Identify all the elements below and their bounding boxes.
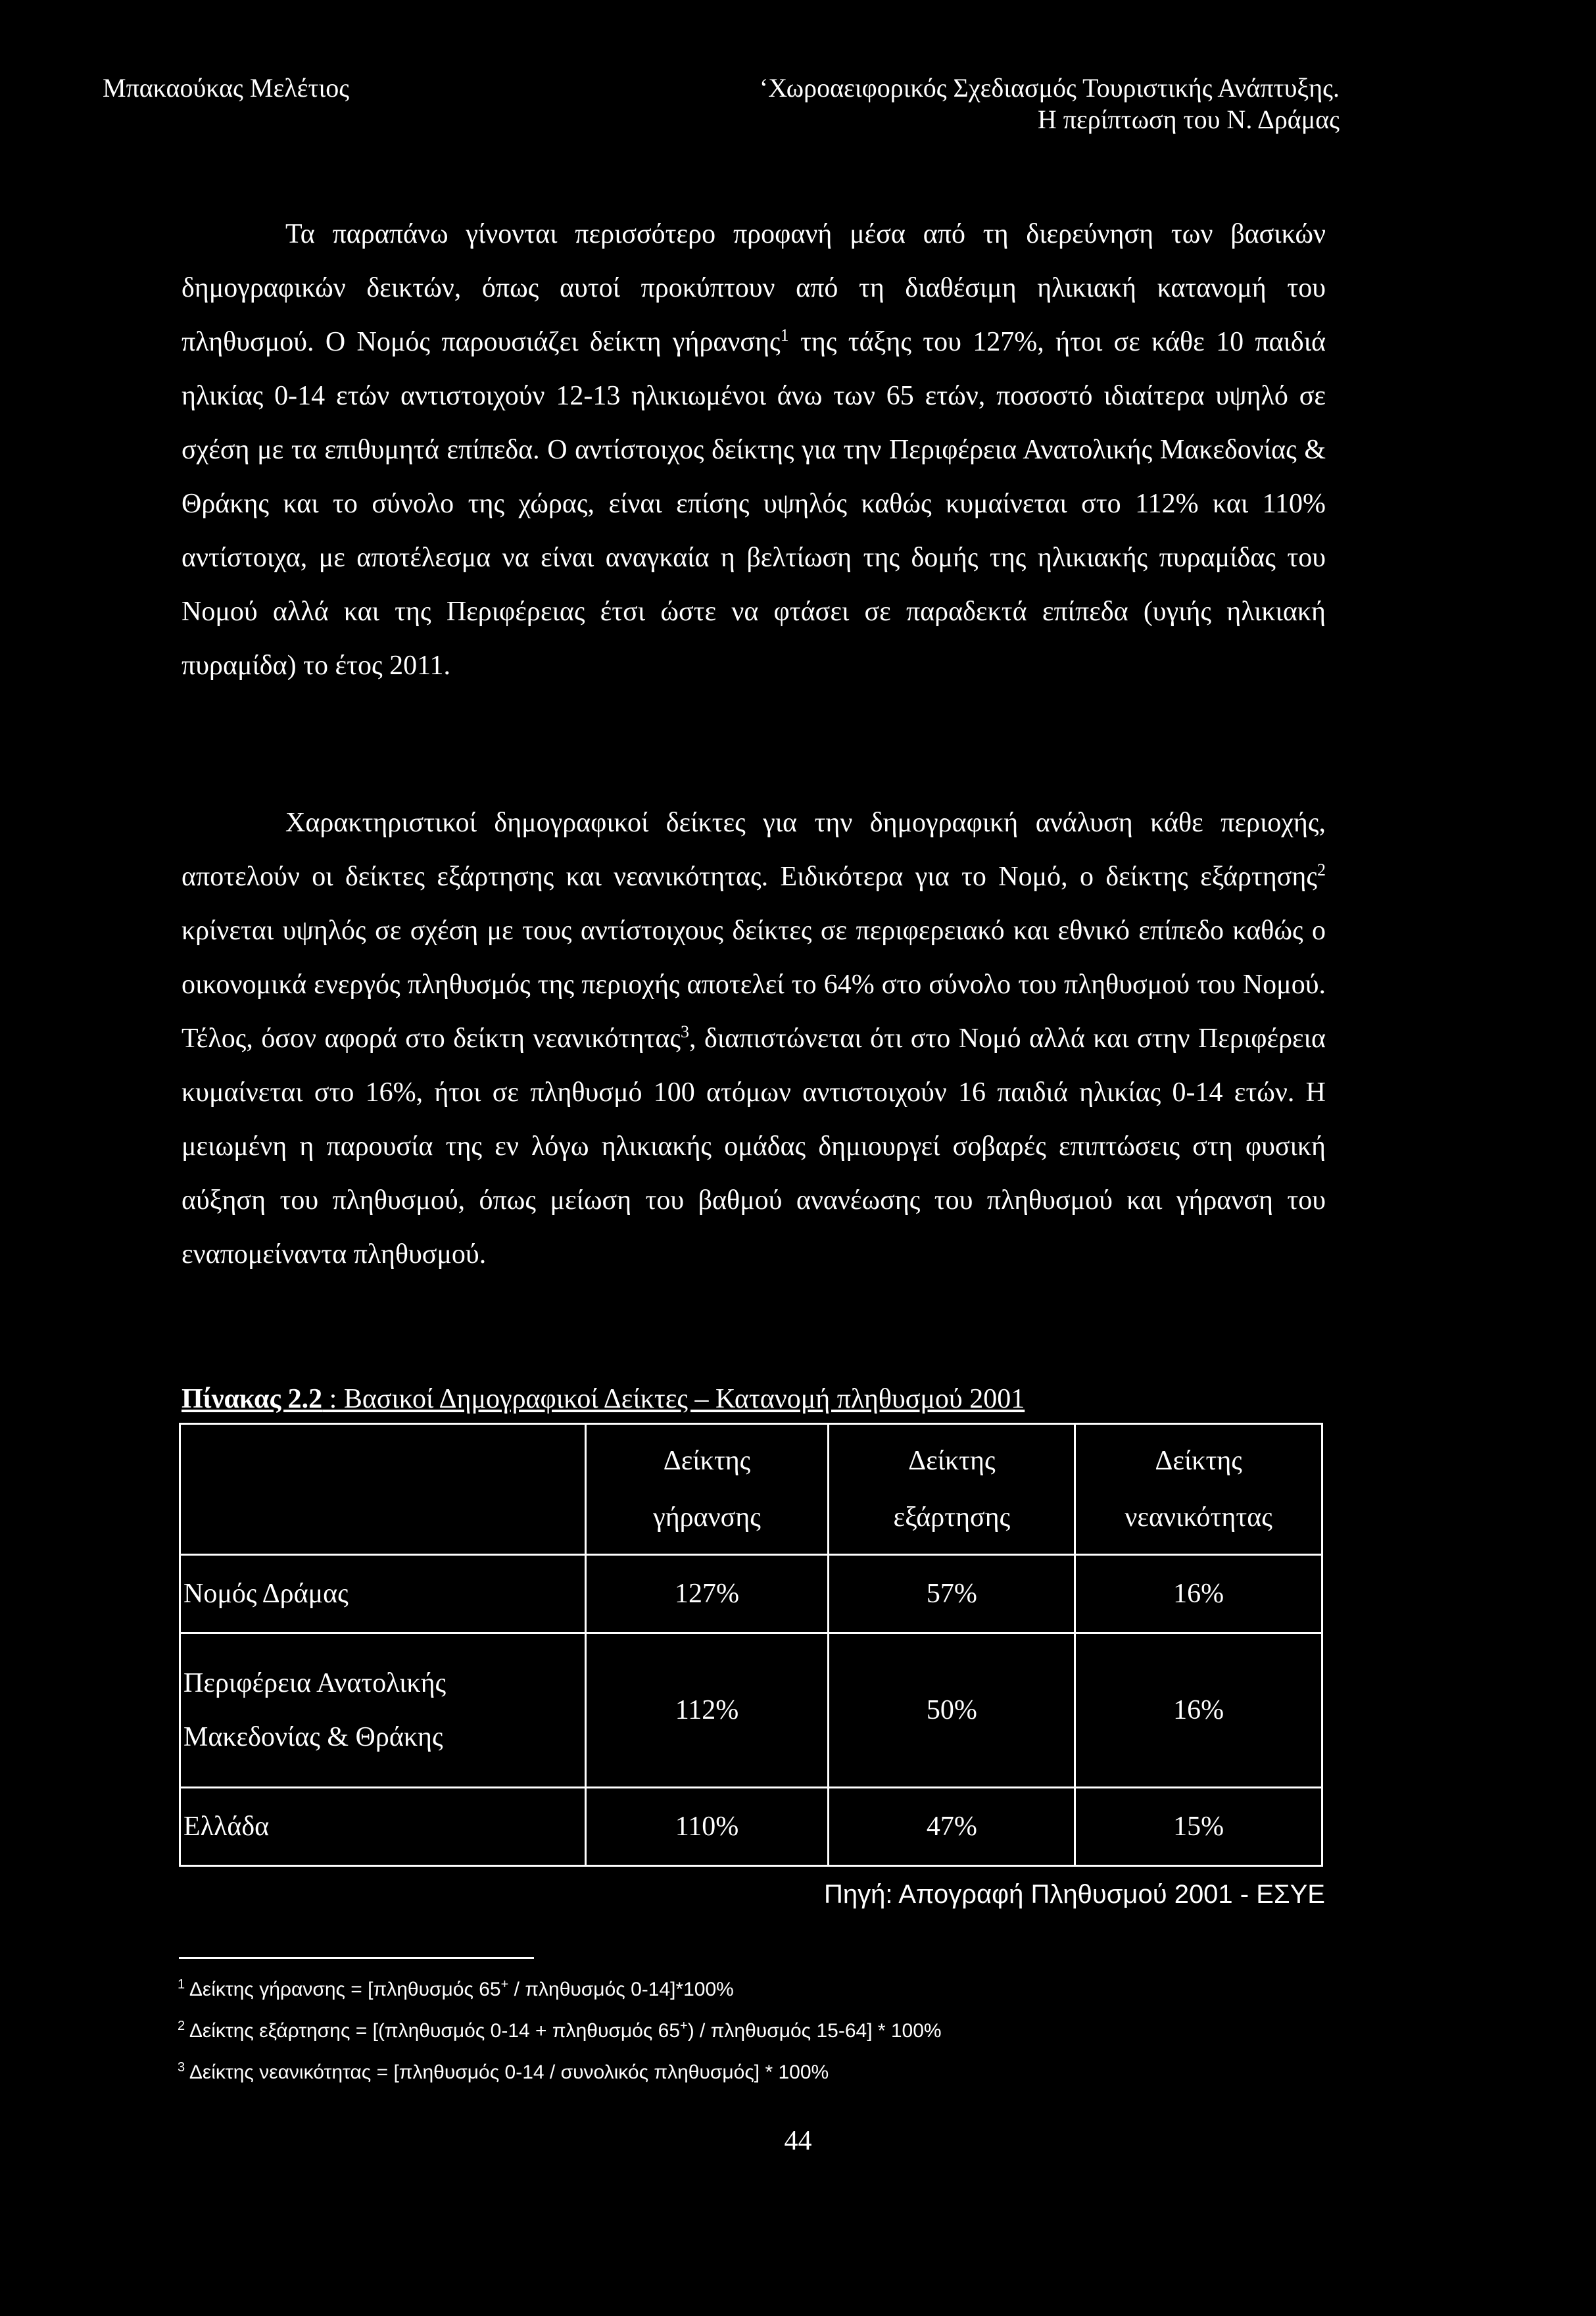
paragraph2-part3: , διαπιστώνεται ότι στο Νομό αλλά και στην Περιφέρεια κυμαίνεται στο 16%, ήτοι σε πληθυσμό 100 ατόμων αντιστοιχούν 16 παιδιά ηλικίας 0-14 ετών. Η μειωμένη η παρουσία της εν λόγω ηλικιακής ομάδας δημιουργεί σοβαρές επιπτώσεις στη φυσική αύξηση του πληθυσμού, όπως μείωση του βαθμού ανανέωσης του πληθυσμού και γήρανση του εναπομείναντα πληθυσμού. xyxy=(181,1023,1326,1269)
table-cell: 112% xyxy=(585,1633,829,1788)
footnote-ref-2: 2 xyxy=(1317,860,1326,879)
table-header-ageing: Δείκτης γήρανσης xyxy=(585,1424,829,1555)
table-cell: 57% xyxy=(829,1555,1075,1633)
header-title xyxy=(760,72,1340,136)
table-cell: 110% xyxy=(585,1788,829,1866)
table-caption-text: : Βασικοί Δημογραφικοί Δείκτες – Κατανομή πληθυσμού 2001 xyxy=(322,1384,1025,1414)
header-author: Μπακαούκας Μελέτιος xyxy=(103,73,350,103)
table-row-label: Ελλάδα xyxy=(180,1788,586,1866)
table-row xyxy=(180,1633,1322,1788)
table-caption-label: Πίνακας 2.2 xyxy=(181,1384,323,1414)
table-header-dependency: Δείκτης εξάρτησης xyxy=(829,1424,1075,1555)
paragraph-ageing-index xyxy=(181,207,1326,693)
table-row-label: Περιφέρεια Ανατολικής Μακεδονίας & Θράκης xyxy=(180,1633,586,1788)
header-title-line2: Η περίπτωση του Ν. Δράμας xyxy=(1037,105,1340,134)
footnote-3: $^3$ Δείκτης νεανικότητας = [πληθυσμός 0-14 / συνολικός πληθυσμός] * 100% xyxy=(178,2060,829,2083)
paragraph1-part1: Τα παραπάνω γίνονται περισσότερο προφανή μέσα από τη διερεύνηση των βασικών δημογραφικών δεικτών, όπως αυτοί προκύπτουν από τη διαθέσιμη ηλικιακή κατανομή του πληθυσμού. Ο Νομός παρουσιάζει δείκτη γήρανσης xyxy=(181,219,1326,357)
footnote-ref-3: 3 xyxy=(681,1022,690,1041)
table-caption xyxy=(181,1381,1025,1417)
paragraph-dependency-youth xyxy=(181,796,1326,1281)
table-row-label: Νομός Δράμας xyxy=(180,1555,586,1633)
footnote-divider xyxy=(179,1957,534,1959)
table-row xyxy=(180,1555,1322,1633)
table-row xyxy=(180,1788,1322,1866)
demographic-indices-table xyxy=(179,1423,1323,1867)
paragraph2-part2: κρίνεται υψηλός σε σχέση με τους αντίστοιχους δείκτες σε περιφερειακό και εθνικό επίπεδο καθώς ο οικονομικά ενεργός πληθυσμός της περιοχής αποτελεί το 64% στο σύνολο του πληθυσμού του Νομού. Τέλος, όσον αφορά στο δείκτη νεανικότητας xyxy=(181,916,1326,1054)
footnote-2: $^2$ Δείκτης εξάρτησης = [(πληθυσμός 0-14 + πληθυσμός 65+) / πληθυσμός 15-64] * 100% xyxy=(178,2019,942,2042)
footnote-ref-1: 1 xyxy=(780,326,789,345)
table-cell: 15% xyxy=(1075,1788,1322,1866)
footnote-1: $^1$ Δείκτης γήρανσης = [πληθυσμός 65+ / πληθυσμός 0-14]*100% xyxy=(178,1977,734,2000)
paragraph1-part2: της τάξης του 127%, ήτοι σε κάθε 10 παιδιά ηλικίας 0-14 ετών αντιστοιχούν 12-13 ηλικιωμένοι άνω των 65 ετών, ποσοστό ιδιαίτερα υψηλό σε σχέση με τα επιθυμητά επίπεδα. Ο αντίστοιχος δείκτης για την Περιφέρεια Ανατολικής Μακεδονίας & Θράκης και το σύνολο της χώρας, είναι επίσης υψηλός καθώς κυμαίνεται στο 112% και 110% αντίστοιχα, με αποτέλεσμα να είναι αναγκαία η βελτίωση της δομής της ηλικιακής πυραμίδας του Νομού αλλά και της Περιφέρειας έτσι ώστε να φτάσει σε παραδεκτά επίπεδα (υγιής ηλικιακή πυραμίδα) το έτος 2011. xyxy=(181,327,1326,681)
table-source: Πηγή: Απογραφή Πληθυσμού 2001 - ΕΣΥΕ xyxy=(823,1880,1325,1909)
table-header-row xyxy=(180,1424,1322,1555)
table-cell: 127% xyxy=(585,1555,829,1633)
table-header-empty xyxy=(180,1424,586,1555)
table-cell: 16% xyxy=(1075,1633,1322,1788)
table-cell: 47% xyxy=(829,1788,1075,1866)
table-cell: 16% xyxy=(1075,1555,1322,1633)
page-number: 44 xyxy=(784,2126,812,2156)
table-cell: 50% xyxy=(829,1633,1075,1788)
paragraph2-part1: Χαρακτηριστικοί δημογραφικοί δείκτες για την δημογραφική ανάλυση κάθε περιοχής, αποτελούν οι δείκτες εξάρτησης και νεανικότητας. Ειδικότερα για το Νομό, ο δείκτης εξάρτησης xyxy=(181,808,1326,892)
header-title-line1: ‘Χωροαειφορικός Σχεδιασμός Τουριστικής Ανάπτυξης. xyxy=(759,73,1340,103)
table-header-youth: Δείκτης νεανικότητας xyxy=(1075,1424,1322,1555)
